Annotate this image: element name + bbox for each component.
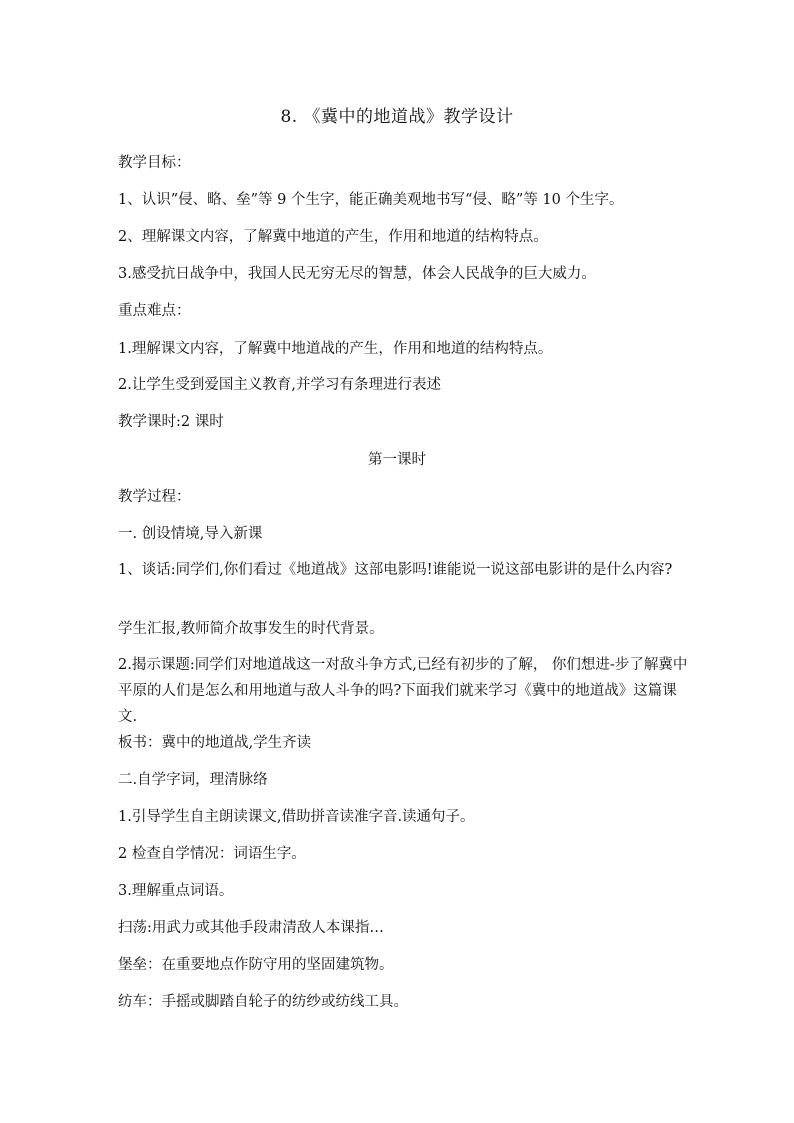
section2-item-2: 2 检查自学情况：词语生字。	[118, 846, 306, 862]
vocab-item-1: 扫荡:用武力或其他手段肃清敌人本课指…	[118, 920, 384, 936]
vocab-item-3: 纺车：手摇或脚踏自轮子的纺纱或纺线工具。	[118, 994, 408, 1010]
key-point-item-1: 1.理解课文内容，了解冀中地道战的产生，作用和地道的结构特点。	[118, 341, 553, 357]
board-writing: 板书：冀中的地道战,学生齐读	[118, 735, 312, 751]
lesson-title: 第一课时	[368, 452, 426, 468]
section2-item-3: 3.理解重点词语。	[118, 883, 234, 899]
key-point-item-2: 2.让学生受到爱国主义教育,并学习有条理进行表述	[118, 377, 441, 393]
document-title: 8. 《冀中的地道战》教学设计	[280, 107, 514, 127]
section2-item-1: 1.引导学生自主朗读课文,借助拼音读准字音.读通句子。	[118, 809, 475, 825]
class-hours: 教学课时:2 课时	[118, 414, 224, 430]
goal-item-1: 1、认识”侵、略、垒”等 9 个生字，能正确美观地书写“侵、略”等 10 个生字。	[118, 192, 624, 208]
section1-paragraph-1: 1、谈话:同学们,你们看过《地道战》这部电影吗!谁能说一说这部电影讲的是什么内容?	[118, 562, 673, 578]
key-points-heading: 重点难点：	[118, 303, 191, 319]
section2-heading: 二.自学字词，理清脉络	[118, 772, 268, 788]
goals-heading: 教学目标：	[118, 155, 191, 171]
vocab-item-2: 堡垒：在重要地点作防守用的坚固建筑物。	[118, 957, 394, 973]
process-heading: 教学过程：	[118, 489, 191, 505]
goal-item-3: 3.感受抗日战争中，我国人民无穷无尽的智慧，体会人民战争的巨大威力。	[118, 266, 596, 282]
section1-heading: 一. 创设情境,导入新课	[118, 526, 263, 542]
section1-paragraph-2: 学生汇报,教师简介故事发生的时代背景。	[118, 621, 384, 637]
goal-item-2: 2、理解课文内容，了解冀中地道的产生，作用和地道的结构特点。	[118, 229, 548, 245]
section1-paragraph-3: 2.揭示课题:同学们对地道战这一对敌斗争方式,已经有初步的了解， 你们想进-步了解冀中平原的人们是怎么和用地道与敌人斗争的吗?下面我们就来学习《冀中的地道战》这篇课文.	[118, 657, 688, 725]
